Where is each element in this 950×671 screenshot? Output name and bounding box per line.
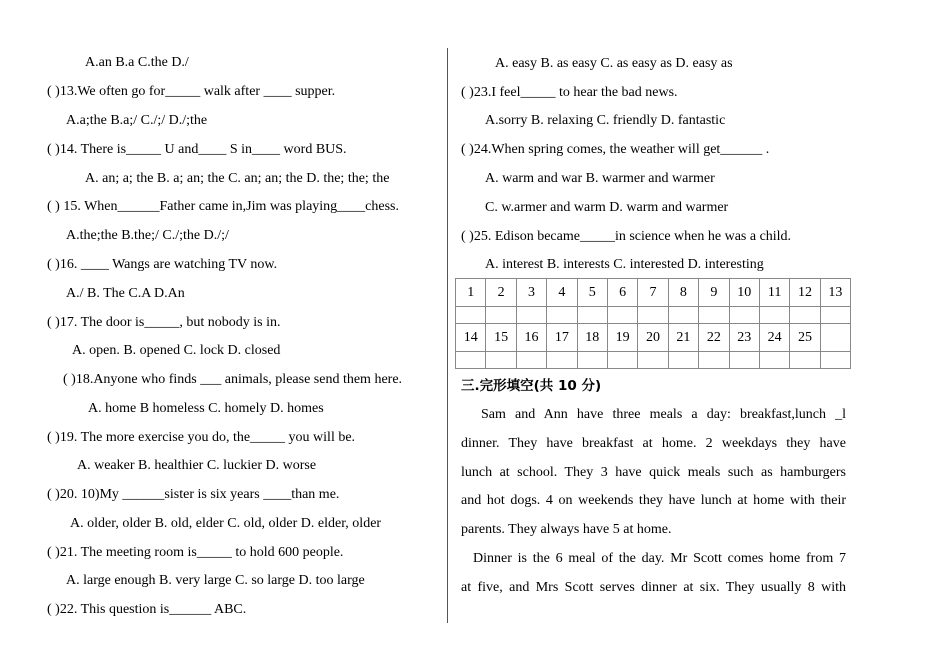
answer-grid-numbers-row-1 xyxy=(456,279,851,307)
question-24: ( )24.When spring comes, the weather will get______ . xyxy=(461,142,770,157)
answer-cell[interactable] xyxy=(456,307,486,324)
q17-options: A. open. B. opened C. lock D. closed xyxy=(72,343,281,358)
answer-cell[interactable] xyxy=(577,352,607,369)
grid-cell: 4 xyxy=(547,279,577,307)
answer-cell[interactable] xyxy=(486,352,516,369)
grid-cell: 6 xyxy=(607,279,637,307)
grid-cell: 14 xyxy=(456,324,486,352)
answer-cell[interactable] xyxy=(486,307,516,324)
section-title-cloze: 三.完形填空(共 10 分) xyxy=(461,378,602,394)
grid-cell: 7 xyxy=(638,279,668,307)
grid-cell: 3 xyxy=(516,279,546,307)
q19-options: A. weaker B. healthier C. luckier D. worse xyxy=(77,458,317,473)
grid-cell: 1 xyxy=(456,279,486,307)
passage-line: at five, and Mrs Scott serves dinner at six. They usually 8 with xyxy=(461,580,846,595)
grid-cell: 9 xyxy=(699,279,729,307)
grid-cell: 19 xyxy=(607,324,637,352)
question-16: ( )16. ____ Wangs are watching TV now. xyxy=(47,257,278,272)
grid-cell: 15 xyxy=(486,324,516,352)
grid-cell xyxy=(820,324,850,352)
grid-cell: 21 xyxy=(668,324,698,352)
answer-cell[interactable] xyxy=(456,352,486,369)
question-18: ( )18.Anyone who finds ___ animals, please send them here. xyxy=(63,372,403,387)
answer-cell[interactable] xyxy=(668,307,698,324)
passage-line: parents. They always have 5 at home. xyxy=(461,522,672,537)
answer-cell[interactable] xyxy=(516,352,546,369)
grid-cell: 18 xyxy=(577,324,607,352)
answer-cell[interactable] xyxy=(759,352,789,369)
q12-options: A.an B.a C.the D./ xyxy=(85,55,189,70)
question-19: ( )19. The more exercise you do, the_____ you will be. xyxy=(47,430,356,445)
passage-line: lunch at school. They 3 have quick meals such as hamburgers xyxy=(461,465,846,480)
passage-line: dinner. They have breakfast at home. 2 weekdays they have xyxy=(461,436,846,451)
question-15: ( ) 15. When______Father came in,Jim was playing____chess. xyxy=(47,199,400,214)
answer-cell[interactable] xyxy=(729,307,759,324)
answer-cell[interactable] xyxy=(577,307,607,324)
q15-options: A.the;the B.the;/ C./;the D./;/ xyxy=(66,228,229,243)
q14-options: A. an; a; the B. a; an; the C. an; an; the D. the; the; the xyxy=(85,171,390,186)
grid-cell: 11 xyxy=(759,279,789,307)
answer-grid-numbers-row-2 xyxy=(456,324,851,352)
answer-cell[interactable] xyxy=(547,352,577,369)
answer-cell[interactable] xyxy=(547,307,577,324)
question-22: ( )22. This question is______ ABC. xyxy=(47,602,247,617)
q24-options-ab: A. warm and war B. warmer and warmer xyxy=(485,171,715,186)
grid-cell: 25 xyxy=(790,324,820,352)
grid-cell: 23 xyxy=(729,324,759,352)
grid-cell: 5 xyxy=(577,279,607,307)
answer-cell[interactable] xyxy=(790,307,820,324)
answer-cell[interactable] xyxy=(820,352,850,369)
grid-cell: 16 xyxy=(516,324,546,352)
question-23: ( )23.I feel_____ to hear the bad news. xyxy=(461,85,678,100)
question-14: ( )14. There is_____ U and____ S in____ word BUS. xyxy=(47,142,347,157)
question-21: ( )21. The meeting room is_____ to hold 600 people. xyxy=(47,545,344,560)
answer-cell[interactable] xyxy=(759,307,789,324)
passage-line: Dinner is the 6 meal of the day. Mr Scott comes home from 7 xyxy=(473,551,846,566)
question-17: ( )17. The door is_____, but nobody is in. xyxy=(47,315,281,330)
grid-cell: 10 xyxy=(729,279,759,307)
answer-cell[interactable] xyxy=(790,352,820,369)
grid-cell: 12 xyxy=(790,279,820,307)
q25-options: A. interest B. interests C. interested D. interesting xyxy=(485,257,764,272)
answer-grid xyxy=(455,278,851,369)
answer-cell[interactable] xyxy=(607,352,637,369)
answer-cell[interactable] xyxy=(820,307,850,324)
grid-cell: 8 xyxy=(668,279,698,307)
question-13: ( )13.We often go for_____ walk after ____ supper. xyxy=(47,84,336,99)
q24-options-cd: C. w.armer and warm D. warm and warmer xyxy=(485,200,729,215)
q23-options: A.sorry B. relaxing C. friendly D. fantastic xyxy=(485,113,726,128)
grid-cell: 13 xyxy=(820,279,850,307)
grid-cell: 17 xyxy=(547,324,577,352)
q22-options: A. easy B. as easy C. as easy as D. easy as xyxy=(495,56,733,71)
q13-options: A.a;the B.a;/ C./;/ D./;the xyxy=(66,113,208,128)
answer-cell[interactable] xyxy=(668,352,698,369)
question-20: ( )20. 10)My ______sister is six years ____than me. xyxy=(47,487,340,502)
q20-options: A. older, older B. old, elder C. old, older D. elder, older xyxy=(70,516,382,531)
q21-options: A. large enough B. very large C. so large D. too large xyxy=(66,573,365,588)
answer-grid-blank-row-2 xyxy=(456,352,851,369)
answer-cell[interactable] xyxy=(638,307,668,324)
answer-grid-blank-row-1 xyxy=(456,307,851,324)
q16-options: A./ B. The C.A D.An xyxy=(66,286,185,301)
answer-cell[interactable] xyxy=(699,352,729,369)
column-divider xyxy=(447,48,448,623)
q18-options: A. home B homeless C. homely D. homes xyxy=(88,401,324,416)
answer-cell[interactable] xyxy=(607,307,637,324)
passage-line: and hot dogs. 4 on weekends they have lunch at home with their xyxy=(461,493,846,508)
grid-cell: 2 xyxy=(486,279,516,307)
answer-cell[interactable] xyxy=(729,352,759,369)
grid-cell: 20 xyxy=(638,324,668,352)
answer-cell[interactable] xyxy=(516,307,546,324)
grid-cell: 24 xyxy=(759,324,789,352)
answer-cell[interactable] xyxy=(638,352,668,369)
question-25: ( )25. Edison became_____in science when he was a child. xyxy=(461,229,792,244)
grid-cell: 22 xyxy=(699,324,729,352)
answer-cell[interactable] xyxy=(699,307,729,324)
passage-line: Sam and Ann have three meals a day: breakfast,lunch _l xyxy=(481,407,846,422)
